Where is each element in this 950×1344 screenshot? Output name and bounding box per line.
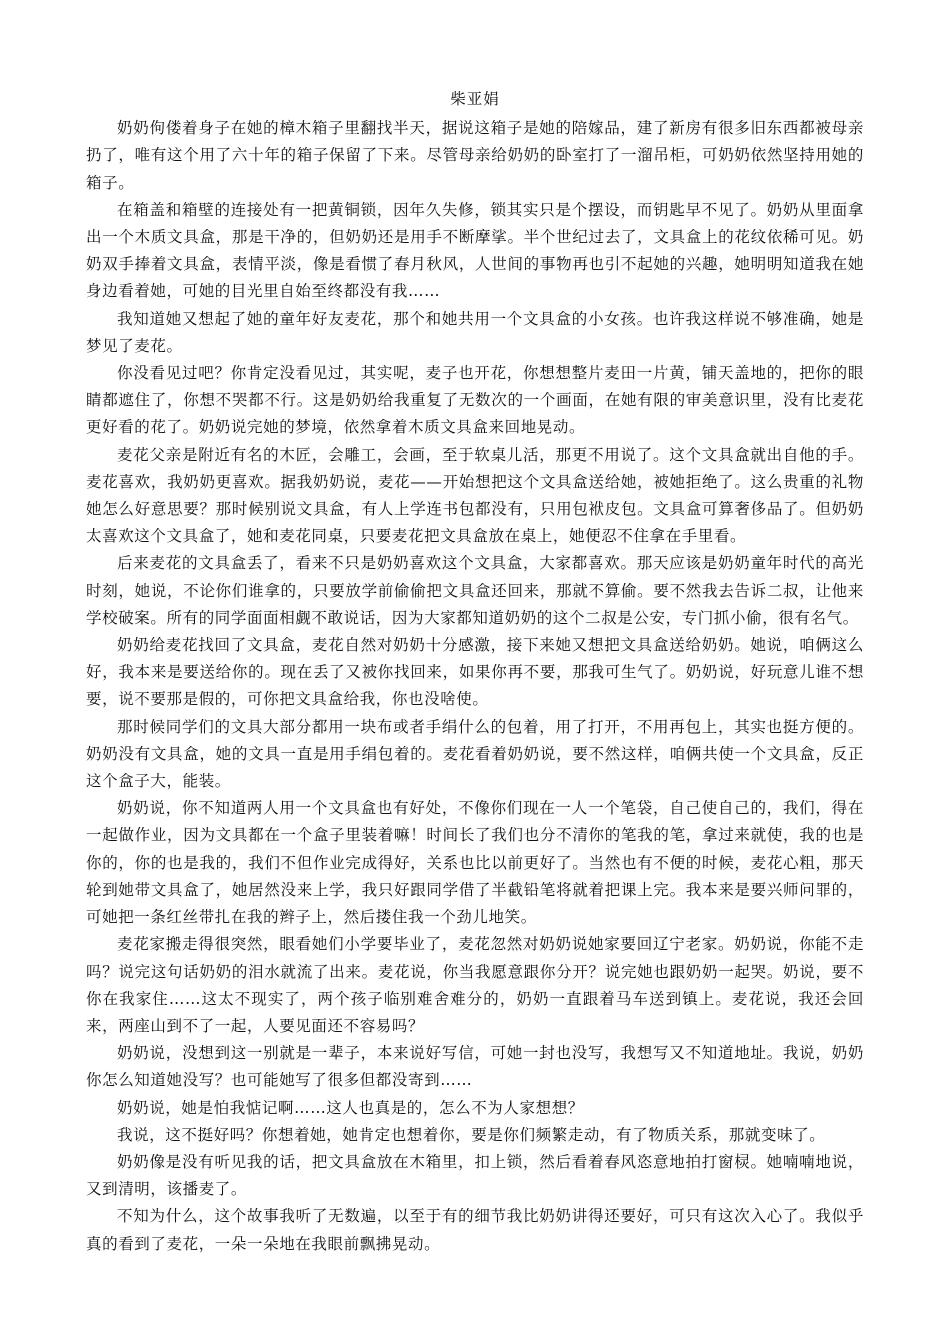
paragraph: 奶奶说，她是怕我惦记啊……这人也真是的，怎么不为人家想想？ [117,1098,584,1117]
paragraph: 奶奶说，你不知道两人用一个文具盒也有好处，不像你们现在一人一个笔袋，自己使自己的，我们，得在一起做作业，因为文具都在一个盒子里装着嘛！时间长了我们也分不清你的笔我的笔，拿过来就使，我的也是你的，你的也是我的，我们不但作业完成得好，关系也比以前更好了。当然也有不便的时候，麦花心粗，那天轮到她带文具盒了，她居然没来上学，我只好跟同学借了半截铅笔将就着把课上完。我本来是要兴师问罪的，可她把一条红丝带扎在我的辫子上，然后搂住我一个劲儿地笑。 [86,799,864,927]
paragraph: 那时候同学们的文具大部分都用一块布或者手绢什么的包着，用了打开，不用再包上，其实也挺方便的。奶奶没有文具盒，她的文具一直是用手绢包着的。麦花看着奶奶说，要不然这样，咱俩共使一个文具盒，反正这个盒子大，能装。 [86,717,864,791]
article [86,86,864,1258]
paragraph: 奶奶说，没想到这一别就是一辈子，本来说好写信，可她一封也没写，我想写又不知道地址。我说，奶奶你怎么知道她没写？也可能她写了很多但都没寄到…… [86,1044,864,1090]
paragraph: 我知道她又想起了她的童年好友麦花，那个和她共用一个文具盒的小女孩。也许我这样说不够准确，她是梦见了麦花。 [86,309,864,355]
paragraph: 奶奶像是没有听见我的话，把文具盒放在木箱里，扣上锁，然后看着春风恣意地拍打窗棂。她喃喃地说，又到清明，该播麦了。 [86,1152,864,1199]
paragraph: 麦花父亲是附近有名的木匠，会雕工，会画，至于软桌儿活，那更不用说了。这个文具盒就出自他的手。麦花喜欢，我奶奶更喜欢。据我奶奶说，麦花——开始想把这个文具盒送给她，被她拒绝了。这么贵重的礼物她怎么好意思要？那时候别说文具盒，有人上学连书包都没有，只用包袱皮包。文具盒可算奢侈品了。但奶奶太喜欢这个文具盒了，她和麦花同桌，只要麦花把文具盒放在桌上，她便忍不住拿在手里看。 [86,445,864,546]
author-name: 柴亚娟 [450,90,500,108]
paragraph: 后来麦花的文具盒丢了，看来不只是奶奶喜欢这个文具盒，大家都喜欢。那天应该是奶奶童年时代的高光时刻，她说，不论你们谁拿的，只要放学前偷偷把文具盒还回来，那就不算偷。要不然我去告诉二叔，让他来学校破案。所有的同学面面相觑不敢说话，因为大家都知道奶奶的这个二叔是公安，专门抓小偷，很有名气。 [86,554,864,627]
paragraph: 你没看见过吧？你肯定没看见过，其实呢，麦子也开花，你想想整片麦田一片黄，铺天盖地的，把你的眼睛都遮住了，你想不哭都不行。这是奶奶给我重复了无数次的一个画面，在她有限的审美意识里，没有比麦花更好看的花了。奶奶说完她的梦境，依然拿着木质文具盒来回地晃动。 [86,364,864,437]
paragraph: 不知为什么，这个故事我听了无数遍，以至于有的细节我比奶奶讲得还要好，可只有这次入心了。我似乎真的看到了麦花，一朵一朵地在我眼前飘拂晃动。 [86,1207,864,1253]
paragraph: 奶奶佝偻着身子在她的樟木箱子里翻找半天，据说这箱子是她的陪嫁品，建了新房有很多旧东西都被母亲扔了，唯有这个用了六十年的箱子保留了下来。尽管母亲给奶奶的卧室打了一溜吊柜，可奶奶依然坚持用她的箱子。 [86,119,864,192]
paragraph: 在箱盖和箱壁的连接处有一把黄铜锁，因年久失修，锁其实只是个摆设，而钥匙早不见了。奶奶从里面拿出一个木质文具盒，那是干净的，但奶奶还是用手不断摩挲。半个世纪过去了，文具盒上的花纹依稀可见。奶奶双手捧着文具盒，表情平淡，像是看惯了春月秋风，人世间的事物再也引不起她的兴趣，她明明知道我在她身边看着她，可她的目光里自始至终都没有我…… [86,200,864,301]
paragraph: 奶奶给麦花找回了文具盒，麦花自然对奶奶十分感激，接下来她又想把文具盒送给奶奶。她说，咱俩这么好，我本来是要送给你的。现在丢了又被你找回来，如果你再不要，那我可生气了。奶奶说，好玩意儿谁不想要，说不要那是假的，可你把文具盒给我，你也没啥使。 [86,636,864,709]
paragraph: 麦花家搬走得很突然，眼看她们小学要毕业了，麦花忽然对奶奶说她家要回辽宁老家。奶奶说，你能不走吗？说完这句话奶奶的泪水就流了出来。麦花说，你当我愿意跟你分开？说完她也跟奶奶一起哭。奶说，要不你在我家住……这太不现实了，两个孩子临别难舍难分的，奶奶一直跟着马车送到镇上。麦花说，我还会回来，两座山到不了一起，人要见面还不容易吗？ [86,935,864,1035]
paragraph: 我说，这不挺好吗？你想着她，她肯定也想着你，要是你们频繁走动，有了物质关系，那就变味了。 [117,1125,826,1144]
